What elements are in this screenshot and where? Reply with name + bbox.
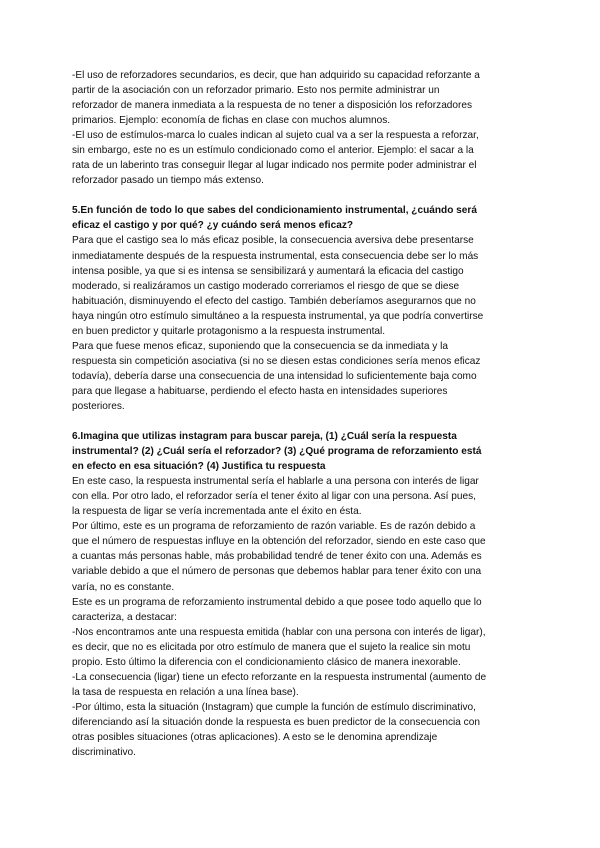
question-6-heading: 6.Imagina que utilizas instagram para buscar pareja, (1) ¿Cuál sería la respuesta instrumental? (2) ¿Cuál sería el reforzador? (3) ¿Qué programa de reforzamiento está en efecto en esa situación? (4) Justifica tu respuesta <box>72 431 482 473</box>
question-5-heading: 5.En función de todo lo que sabes del condicionamiento instrumental, ¿cuándo será eficaz el castigo y por qué? ¿y cuándo será menos eficaz? <box>72 205 477 232</box>
intro-paragraph-reforzadores-secundarios: -El uso de reforzadores secundarios, es decir, que han adquirido su capacidad reforzante a partir de la asociación con un reforzador primario. Esto nos permite administrar un reforzador de manera inmediata a la respuesta de no tener a disposición los reforzadores primarios. Ejemplo: economía de fichas en clase con muchos alumnos. <box>72 70 480 127</box>
question-6-paragraph-consecuencia: -La consecuencia (ligar) tiene un efecto reforzante en la respuesta instrumental (aumento de la tasa de respuesta en relación a una línea base). <box>72 671 487 698</box>
intro-paragraph-estimulos-marca: -El uso de estímulos-marca lo cuales indican al sujeto cual va a ser la respuesta a reforzar, sin embargo, este no es un estímulo condicionado como el anterior. Ejemplo: el sacar a la rata de un laberinto tras conseguir llegar al lugar indicado nos permite poder administrar el reforzador pasado un tiempo más extenso. <box>72 130 479 187</box>
question-6-paragraph-respuesta-emitida: -Nos encontramos ante una respuesta emitida (hablar con una persona con interés de ligar), es decir, que no es elicitada por otro estímulo de manera que el sujeto la realice sin motu propio. Esto último la diferencia con el condicionamiento clásico de manera inexorable. <box>72 626 486 668</box>
question-6-paragraph-respuesta: En este caso, la respuesta instrumental sería el hablarle a una persona con interés de ligar con ella. Por otro lado, el reforzador sería el tener éxito al ligar con una persona. Así pues, la respuesta de ligar se vería incrementada ante el éxito en ésta. <box>72 476 479 518</box>
document-body <box>72 68 530 760</box>
question-5-section <box>72 203 530 414</box>
question-6-section <box>72 429 530 760</box>
question-5-paragraph-menos-eficaz: Para que fuese menos eficaz, suponiendo que la consecuencia se da inmediata y la respuesta sin competición asociativa (si no se diesen estas condiciones sería menos eficaz todavía), debería darse una consecuencia de una intensidad lo suficientemente baja como para que llegase a habituarse, perdiendo el efecto hasta en intensidades superiores posteriores. <box>72 340 481 412</box>
question-6-paragraph-situacion: -Por último, esta la situación (Instagram) que cumple la función de estímulo discriminativo, diferenciando así la situación donde la respuesta es buen predictor de la consecuencia con otras posibles situaciones (otras aplicaciones). A esto se le denomina aprendizaje discriminativo. <box>72 701 480 759</box>
intro-section <box>72 68 530 188</box>
question-6-paragraph-caracteriza: Este es un programa de reforzamiento instrumental debido a que posee todo aquello que lo caracteriza, a destacar: <box>72 596 482 623</box>
question-5-paragraph-eficaz: Para que el castigo sea lo más eficaz posible, la consecuencia aversiva debe presentarse inmediatamente después de la respuesta instrumental, esta consecuencia debe ser lo más intensa posible, ya que si es intensa se sensibilizará y aumentará la eficacia del castigo moderado, si realizáramos un castigo moderado correriamos el riesgo de que se diese habituación, disminuyendo el efecto del castigo. También deberíamos asegurarnos que no haya ningún otro estímulo simultáneo a la respuesta instrumental, ya que podría convertirse en buen predictor y quitarle protagonismo a la respuesta instrumental. <box>72 235 484 337</box>
question-6-paragraph-programa: Por último, este es un programa de reforzamiento de razón variable. Es de razón debido a que el número de respuestas influye en la obtención del reforzador, siendo en este caso que a cuantas más personas hable, más probabilidad tendré de tener éxito con una. Además es variable debido a que el número de personas que debemos hablar para tener éxito con una varía, no es constante. <box>72 521 486 593</box>
